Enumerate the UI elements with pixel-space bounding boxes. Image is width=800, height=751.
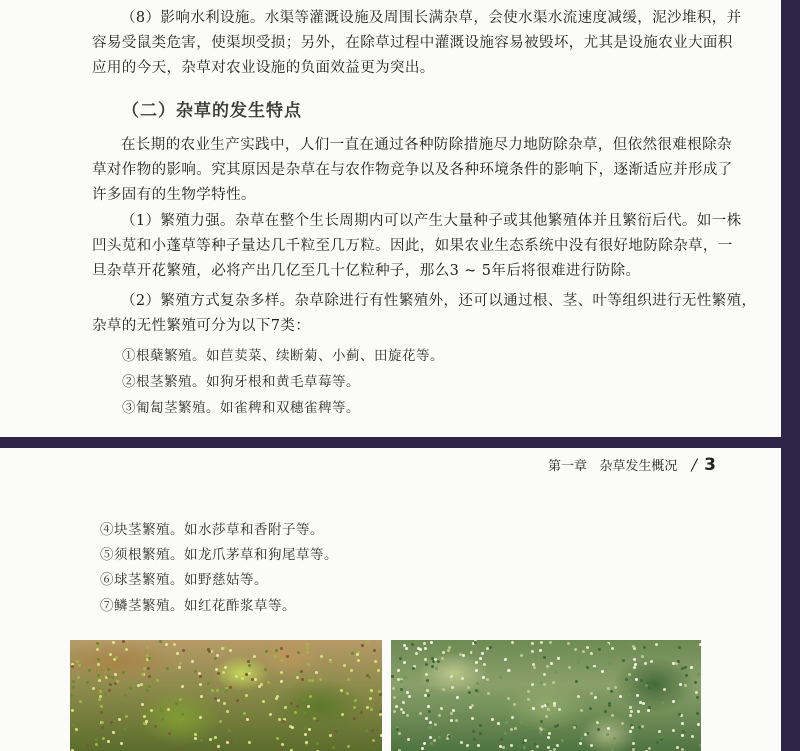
paragraph-line: 应用的今天，杂草对农业设施的负面效益更为突出。: [92, 60, 435, 76]
paragraph-8: [92, 6, 752, 81]
list-item: ⑦鳞茎繁殖。如红花酢浆草等。: [100, 598, 296, 614]
paragraph-line: 杂草的无性繁殖可分为以下7类：: [92, 318, 311, 334]
page-number: 3: [704, 455, 716, 475]
paragraph-line: 旦杂草开花繁殖，必将产出几亿至几十亿粒种子，那么3 ~ 5年后将很难进行防除。: [92, 263, 641, 279]
section-title: （二）杂草的发生特点: [122, 101, 302, 121]
list-item: ③匍匐茎繁殖。如雀稗和双穗雀稗等。: [122, 400, 360, 416]
list-item: ②根茎繁殖。如狗牙根和黄毛草莓等。: [122, 374, 360, 390]
chapter-title: 杂草发生概况: [599, 459, 678, 474]
list-item: ⑤须根繁殖。如龙爪茅草和狗尾草等。: [100, 547, 338, 563]
paragraph-line: （8）影响水利设施。水渠等灌溉设施及周围长满杂草，会使水渠水流速度减缓，泥沙堆积，并: [121, 10, 742, 26]
paragraph-line: 许多固有的生物学特性。: [92, 187, 256, 203]
list-item: ④块茎繁殖。如水莎草和香附子等。: [100, 522, 324, 538]
paragraph-line: 在长期的农业生产实践中，人们一直在通过各种防除措施尽力地防除杂草，但依然很难根除杂: [121, 137, 732, 153]
weed-photo-right: [391, 640, 701, 751]
paragraph-line: 容易受鼠类危害，使渠坝受损；另外，在除草过程中灌溉设施容易被毁坏，尤其是设施农业大面积: [92, 35, 733, 51]
list-item: ⑥球茎繁殖。如野慈姑等。: [100, 572, 268, 588]
paragraph-line: 凹头苋和小蓬草等种子量达几千粒至几万粒。因此，如果农业生态系统中没有很好地防除杂草，一: [92, 238, 733, 254]
weed-photo-left: [70, 640, 382, 751]
paragraph-line: （2）繁殖方式复杂多样。杂草除进行有性繁殖外，还可以通过根、茎、叶等组织进行无性繁殖，: [121, 293, 757, 309]
point-2-paragraph: [92, 289, 757, 339]
chapter-label: 第一章: [548, 459, 588, 474]
point-1-paragraph: [92, 209, 752, 284]
paragraph-line: 草对作物的影响。究其原因是杂草在与农作物竞争以及各种环境条件的影响下，逐渐适应并形成了: [92, 162, 733, 178]
paragraph-line: （1）繁殖力强。杂草在整个生长周期内可以产生大量种子或其他繁殖体并且繁衍后代。如一株: [121, 213, 742, 229]
header-separator: /: [691, 455, 697, 474]
running-header: [548, 455, 716, 475]
intro-paragraph: [92, 133, 752, 208]
list-item: ①根蘖繁殖。如苣荬菜、续断菊、小蓟、田旋花等。: [122, 348, 444, 364]
